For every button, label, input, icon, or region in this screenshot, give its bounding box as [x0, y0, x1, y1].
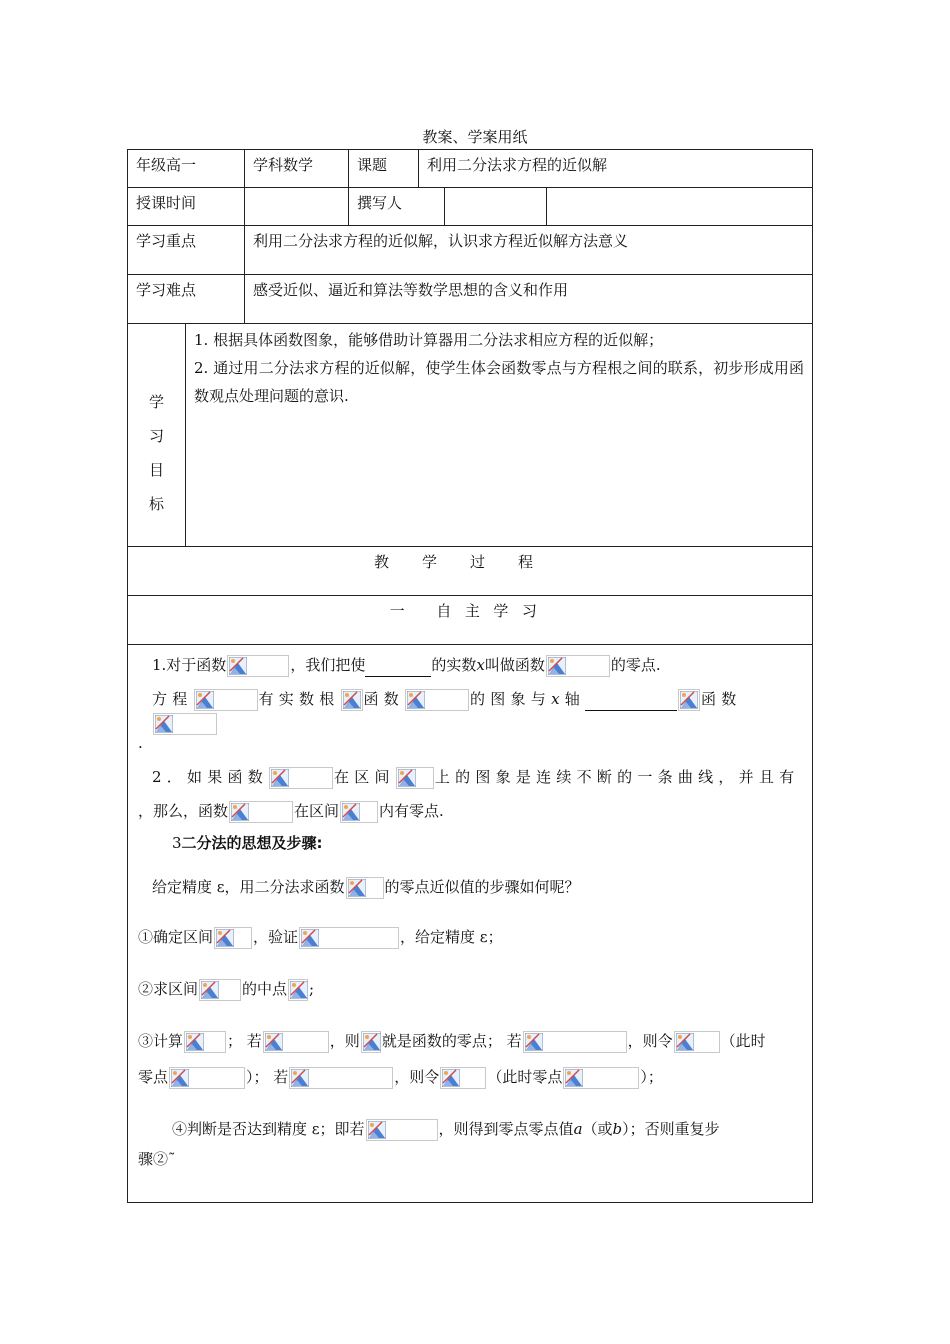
formula-image-icon [361, 1031, 381, 1053]
formula-image-icon [546, 655, 610, 677]
goals-text [186, 324, 813, 547]
time-label-cell: 授课时间 [128, 188, 245, 226]
formula-image-icon [289, 1067, 393, 1089]
q1-line3: . [138, 734, 143, 752]
formula-image-icon [440, 1067, 486, 1089]
writer-extra-cell [547, 188, 813, 226]
q2-line1: 2．如果函数 在区间 上的图象是连续不断的一条曲线，并且有 [138, 765, 802, 789]
formula-image-icon [194, 689, 258, 711]
topic-label-cell: 课题 [349, 150, 419, 188]
writer-label-cell: 撰写人 [349, 188, 445, 226]
q3-intro: 给定精度 ε，用二分法求函数 的零点近似值的步骤如何呢？ [138, 875, 802, 899]
formula-image-icon [341, 689, 363, 711]
lesson-plan-table [127, 149, 813, 1203]
page-title: 教案、学案用纸 [422, 128, 528, 146]
formula-image-icon [288, 979, 308, 1001]
blank-line [365, 660, 431, 677]
step-4-line2: 骤②˜ [138, 1150, 176, 1168]
step-4-line1: ④判断是否达到精度 ε；即若 ，则得到零点零点值a（或b）；否则重复步 [138, 1117, 802, 1141]
goal-item-1: 1. 根据具体函数图象，能够借助计算器用二分法求相应方程的近似解； [194, 331, 664, 349]
topic-cell: 利用二分法求方程的近似解 [419, 150, 813, 188]
step-3-line1: ③计算 ； 若 ，则 就是函数的零点； 若 ，则令 （此时 [138, 1029, 802, 1053]
q1-line1: 1.对于函数 ，我们把使 的实数x叫做函数 的零点. [138, 653, 802, 677]
formula-image-icon [396, 767, 434, 789]
formula-image-icon [263, 1031, 329, 1053]
formula-image-icon [199, 979, 241, 1001]
grade-cell: 年级高一 [128, 150, 245, 188]
step-3-line2: 零点 ）； 若 ，则令 （此时零点 ）； [138, 1065, 802, 1089]
content-cell [128, 645, 813, 1203]
formula-image-icon [184, 1031, 226, 1053]
key-points-label: 学习重点 [128, 226, 245, 275]
q1-line2: 方程 有实数根 函数 的图象与x轴 函数 [138, 687, 802, 735]
formula-image-icon [523, 1031, 627, 1053]
formula-image-icon [299, 927, 399, 949]
formula-image-icon [674, 1031, 720, 1053]
formula-image-icon [563, 1067, 639, 1089]
self-study-title: 一 自主学习 [128, 596, 813, 645]
formula-image-icon [153, 713, 217, 735]
writer-value-cell [445, 188, 547, 226]
formula-image-icon [229, 801, 293, 823]
goal-item-2: 2. 通过用二分法求方程的近似解，使学生体会函数零点与方程根之间的联系，初步形成用函数观点处理问题的意识. [194, 359, 805, 405]
formula-image-icon [405, 689, 469, 711]
formula-image-icon [227, 655, 289, 677]
subject-cell: 学科数学 [245, 150, 349, 188]
formula-image-icon [366, 1119, 438, 1141]
formula-image-icon [346, 877, 384, 899]
step-1: ①确定区间 ，验证 ，给定精度 ε； [138, 925, 802, 949]
key-points-text: 利用二分法求方程的近似解，认识求方程近似解方法意义 [245, 226, 813, 275]
blank-line [585, 694, 677, 711]
difficulty-text: 感受近似、逼近和算法等数学思想的含义和作用 [245, 275, 813, 324]
time-value-cell [245, 188, 349, 226]
formula-image-icon [340, 801, 378, 823]
formula-image-icon [214, 927, 252, 949]
q2-line2: ，那么，函数 在区间 内有零点. [138, 799, 802, 823]
formula-image-icon [169, 1067, 245, 1089]
formula-image-icon [678, 689, 700, 711]
formula-image-icon [269, 767, 333, 789]
q3-title: 3二分法的思想及步骤: [172, 834, 323, 852]
process-title: 教学过程 [128, 547, 813, 596]
difficulty-label: 学习难点 [128, 275, 245, 324]
step-2: ②求区间 的中点 ; [138, 977, 802, 1001]
goals-label: 学 习 目 标 [128, 324, 186, 547]
